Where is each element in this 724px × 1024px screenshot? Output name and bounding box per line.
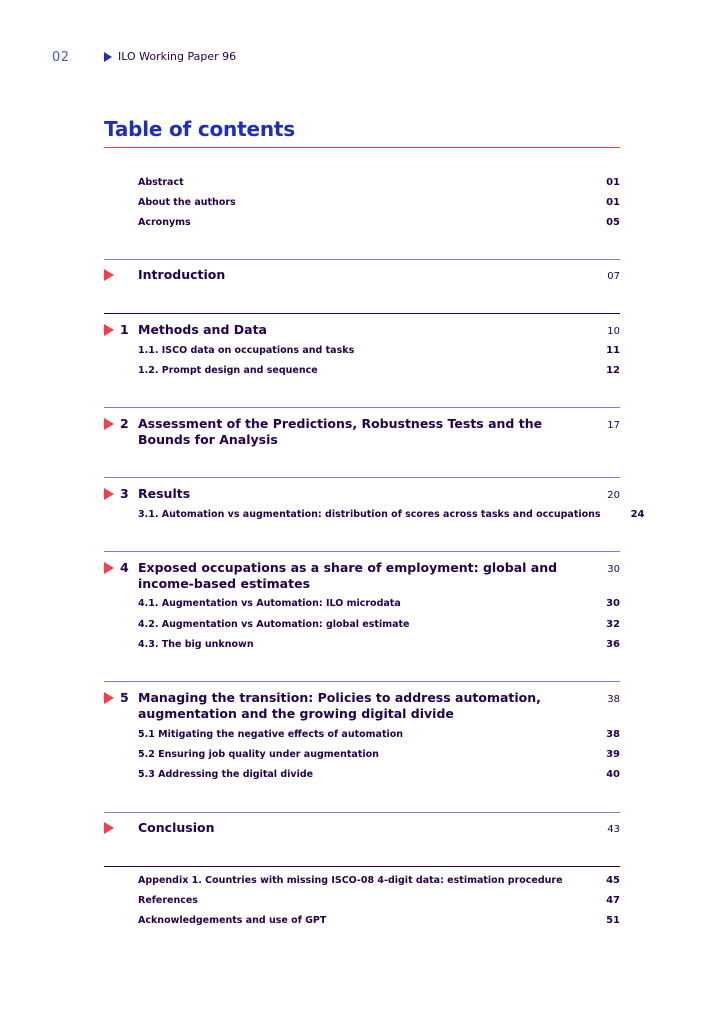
toc-chapter-5[interactable] <box>138 690 620 722</box>
toc-section[interactable] <box>138 729 620 743</box>
chapter-page: 38 <box>607 694 620 705</box>
chapter-title: Exposed occupations as a share of employment: global and income-based estimates <box>138 560 558 591</box>
section-divider <box>104 551 620 552</box>
chapter-title: Introduction <box>138 267 226 282</box>
section-title: 1.2. Prompt design and sequence <box>138 365 318 376</box>
chapter-page: 10 <box>607 326 620 337</box>
section-title: 1.1. ISCO data on occupations and tasks <box>138 345 355 356</box>
toc-chapter-2[interactable] <box>138 416 620 448</box>
section-page: 40 <box>606 769 620 780</box>
section-page: 36 <box>606 639 620 650</box>
toc-entry-page: 01 <box>606 197 620 208</box>
section-title: 3.1. Automation vs augmentation: distribution of scores across tasks and occupations <box>138 509 601 520</box>
triangle-marker-icon <box>104 418 114 430</box>
toc-section[interactable] <box>138 365 620 379</box>
section-divider <box>104 313 620 314</box>
section-divider <box>104 477 620 478</box>
section-title: 4.1. Augmentation vs Automation: ILO microdata <box>138 598 401 609</box>
section-divider <box>104 259 620 260</box>
toc-entry-abstract[interactable] <box>138 177 620 191</box>
section-divider <box>104 812 620 813</box>
toc-entry-label: Acronyms <box>138 217 191 228</box>
section-page: 11 <box>606 345 620 356</box>
toc-entry-acronyms[interactable] <box>138 217 620 231</box>
running-title: ILO Working Paper 96 <box>118 50 237 63</box>
chapter-title: Assessment of the Predictions, Robustness Tests and the Bounds for Analysis <box>138 416 543 447</box>
toc-entry-label: Acknowledgements and use of GPT <box>138 915 327 926</box>
section-page: 12 <box>606 365 620 376</box>
section-title: 5.2 Ensuring job quality under augmentation <box>138 749 379 760</box>
title-divider <box>104 147 620 148</box>
chapter-number: 3 <box>120 486 129 501</box>
triangle-marker-icon <box>104 692 114 704</box>
section-page: 38 <box>606 729 620 740</box>
toc-entry-page: 01 <box>606 177 620 188</box>
toc-entry-appendix-1[interactable] <box>138 875 620 889</box>
chapter-title: Managing the transition: Policies to address automation, augmentation and the growing digital divide <box>138 690 541 721</box>
section-divider <box>104 866 620 867</box>
chapter-number: 4 <box>120 560 129 575</box>
section-title: 4.2. Augmentation vs Automation: global estimate <box>138 619 410 630</box>
chapter-number: 2 <box>120 416 129 431</box>
page-title: Table of contents <box>104 117 295 141</box>
toc-section[interactable] <box>138 509 645 523</box>
toc-entry-label: Appendix 1. Countries with missing ISCO-08 4-digit data: estimation procedure <box>138 875 563 886</box>
toc-section[interactable] <box>138 598 620 612</box>
chapter-page: 30 <box>607 564 620 575</box>
section-title: 4.3. The big unknown <box>138 639 254 650</box>
section-page: 24 <box>630 509 645 520</box>
section-divider <box>104 681 620 682</box>
toc-section[interactable] <box>138 639 620 653</box>
chapter-page: 20 <box>607 490 620 501</box>
triangle-bullet-icon <box>104 52 112 62</box>
toc-entry-label: References <box>138 895 198 906</box>
triangle-marker-icon <box>104 269 114 281</box>
toc-section[interactable] <box>138 769 620 783</box>
section-page: 39 <box>606 749 620 760</box>
chapter-number: 5 <box>120 690 129 705</box>
triangle-marker-icon <box>104 324 114 336</box>
chapter-title: Methods and Data <box>138 322 267 337</box>
toc-entry-acknowledgements[interactable] <box>138 915 620 929</box>
section-title: 5.3 Addressing the digital divide <box>138 769 314 780</box>
chapter-title: Results <box>138 486 191 501</box>
toc-section[interactable] <box>138 749 620 763</box>
toc-entry-page: 47 <box>606 895 620 906</box>
toc-chapter-3[interactable] <box>138 486 620 504</box>
chapter-title: Conclusion <box>138 820 215 835</box>
triangle-marker-icon <box>104 562 114 574</box>
section-title: 5.1 Mitigating the negative effects of automation <box>138 729 404 740</box>
toc-chapter-introduction[interactable] <box>138 267 620 285</box>
toc-entry-page: 45 <box>606 875 620 886</box>
section-divider <box>104 407 620 408</box>
toc-section[interactable] <box>138 345 620 359</box>
toc-chapter-1[interactable] <box>138 322 620 340</box>
toc-entry-page: 05 <box>606 217 620 228</box>
toc-entry-page: 51 <box>606 915 620 926</box>
toc-entry-label: About the authors <box>138 197 236 208</box>
toc-entry-about-authors[interactable] <box>138 197 620 211</box>
chapter-number: 1 <box>120 322 129 337</box>
toc-section[interactable] <box>138 619 620 633</box>
toc-chapter-conclusion[interactable] <box>138 820 620 838</box>
running-header <box>104 50 236 63</box>
chapter-page: 43 <box>607 824 620 835</box>
page-number: 02 <box>52 50 70 65</box>
toc-entry-references[interactable] <box>138 895 620 909</box>
triangle-marker-icon <box>104 488 114 500</box>
triangle-marker-icon <box>104 822 114 834</box>
chapter-page: 07 <box>607 271 620 282</box>
section-page: 32 <box>606 619 620 630</box>
toc-entry-label: Abstract <box>138 177 184 188</box>
chapter-page: 17 <box>607 420 620 431</box>
toc-chapter-4[interactable] <box>138 560 620 592</box>
section-page: 30 <box>606 598 620 609</box>
